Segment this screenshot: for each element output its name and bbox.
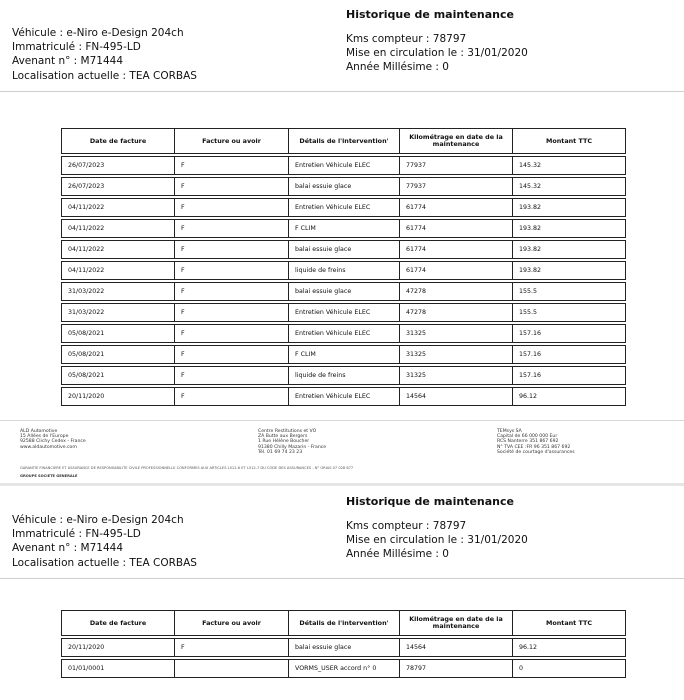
amendment-number: Avenant n° : M71444 [12,542,124,555]
cell-invoice-type: F [175,177,289,196]
column-header-mileage: Kilométrage en date de la maintenance [400,128,513,154]
footer-legal-entity [497,429,575,455]
cell-invoice-type: F [175,387,289,406]
cell-intervention-details: balai essuie glace [289,282,400,301]
cell-invoice-type: F [175,156,289,175]
cell-invoice-type: F [175,240,289,259]
table-row [61,219,626,238]
report-page-2 [0,486,684,700]
current-location: Localisation actuelle : TEA CORBAS [12,556,197,569]
cell-amount: 155.5 [513,282,626,301]
footer-legal-notice: GARANTIE FINANCIERE ET ASSURANCE DE RESPONSABILITE CIVILE PROFESSIONNELLE CONFORMES AUX ARTICLES L512-6 ET L512-7 DU CODE DES ASSURANCES - N° ORIAS 07 028 677 [20,466,354,470]
footer-line: 91380 Chilly Mazarin - France [258,444,327,450]
table-body [61,156,626,406]
cell-invoice-date: 26/07/2023 [61,156,175,175]
table-body [61,638,626,678]
page-title: Historique de maintenance [346,8,514,21]
header-divider [0,91,684,92]
column-header-date: Date de facture [61,610,175,636]
column-header-amount: Montant TTC [513,610,626,636]
cell-mileage: 31325 [400,345,513,364]
cell-mileage: 14564 [400,387,513,406]
cell-invoice-type: F [175,345,289,364]
cell-invoice-type: F [175,198,289,217]
footer-line: www.aldautomotive.com [20,444,77,450]
cell-amount: 157.16 [513,324,626,343]
cell-amount: 155.5 [513,303,626,322]
page-footer [0,420,684,483]
table-row [61,366,626,385]
table-row [61,387,626,406]
cell-intervention-details: liquide de freins [289,261,400,280]
cell-intervention-details: F CLIM [289,345,400,364]
column-header-amount: Montant TTC [513,128,626,154]
header-divider [0,578,684,579]
footer-line: Tél. 01 69 74 23 23 [258,449,303,455]
footer-line: Centre Restitutions et VO [258,429,317,434]
cell-invoice-date: 05/08/2021 [61,345,175,364]
cell-invoice-date: 31/03/2022 [61,303,175,322]
cell-intervention-details: balai essuie glace [289,177,400,196]
cell-intervention-details: VORMS_USER accord n° 0 [289,659,400,678]
cell-invoice-date: 05/08/2021 [61,324,175,343]
cell-invoice-date: 01/01/0001 [61,659,175,678]
table-header-row [61,610,626,636]
km-counter: Kms compteur : 78797 [346,33,467,45]
footer-line: ALD Automotive [20,429,58,434]
table-row [61,324,626,343]
cell-intervention-details: liquide de freins [289,366,400,385]
vehicle-info [12,26,197,83]
cell-intervention-details: Entretien Véhicule ELEC [289,198,400,217]
cell-mileage: 77937 [400,177,513,196]
cell-invoice-date: 04/11/2022 [61,219,175,238]
cell-invoice-type: F [175,303,289,322]
cell-invoice-date: 04/11/2022 [61,240,175,259]
cell-intervention-details: Entretien Véhicule ELEC [289,324,400,343]
cell-mileage: 61774 [400,240,513,259]
cell-intervention-details: balai essuie glace [289,240,400,259]
mileage-info [346,519,528,562]
cell-invoice-date: 26/07/2023 [61,177,175,196]
cell-amount: 157.16 [513,345,626,364]
cell-mileage: 61774 [400,198,513,217]
table-row [61,303,626,322]
cell-amount: 193.82 [513,240,626,259]
current-location: Localisation actuelle : TEA CORBAS [12,69,197,82]
cell-mileage: 31325 [400,324,513,343]
cell-invoice-type [175,659,289,678]
cell-amount: 96.12 [513,387,626,406]
cell-mileage: 77937 [400,156,513,175]
cell-invoice-type: F [175,219,289,238]
footer-line: RCS Nanterre 351 867 692 [497,439,559,445]
cell-amount: 0 [513,659,626,678]
footer-line: Société de courtage d'assurances [497,449,575,455]
table-row [61,198,626,217]
amendment-number: Avenant n° : M71444 [12,55,124,68]
cell-intervention-details: balai essuie glace [289,638,400,657]
cell-invoice-type: F [175,282,289,301]
footer-line: 1 Rue Hélène Boucher [258,439,310,445]
footer-line: N° TVA CEE :FR 96 351 867 692 [497,444,571,450]
cell-invoice-type: F [175,324,289,343]
column-header-invoice-type: Facture ou avoir [175,610,289,636]
cell-amount: 96.12 [513,638,626,657]
cell-mileage: 31325 [400,366,513,385]
footer-line: ZA Butte aux Bergers [258,434,308,440]
table-row [61,638,626,657]
cell-amount: 193.82 [513,261,626,280]
column-header-date: Date de facture [61,128,175,154]
cell-invoice-date: 04/11/2022 [61,261,175,280]
cell-mileage: 78797 [400,659,513,678]
cell-amount: 193.82 [513,198,626,217]
table-row [61,659,626,678]
model-year: Année Millésime : 0 [346,548,449,561]
cell-amount: 145.32 [513,156,626,175]
cell-invoice-date: 05/08/2021 [61,366,175,385]
column-header-invoice-type: Facture ou avoir [175,128,289,154]
cell-invoice-date: 20/11/2020 [61,638,175,657]
cell-mileage: 47278 [400,282,513,301]
cell-amount: 145.32 [513,177,626,196]
cell-mileage: 47278 [400,303,513,322]
footer-line: 92588 Clichy Cedex - France [20,439,86,445]
footer-return-center [258,429,326,455]
cell-invoice-date: 20/11/2020 [61,387,175,406]
cell-invoice-type: F [175,261,289,280]
column-header-details: Détails de l'intervention' [289,610,400,636]
mileage-info [346,32,528,75]
vehicle-plate: Immatriculé : FN-495-LD [12,528,141,541]
cell-mileage: 14564 [400,638,513,657]
cell-amount: 157.16 [513,366,626,385]
registration-date: Mise en circulation le : 31/01/2020 [346,47,528,60]
cell-invoice-date: 04/11/2022 [61,198,175,217]
table-row [61,261,626,280]
footer-line: Capital de 66 000 000 Eur [497,434,558,440]
cell-intervention-details: Entretien Véhicule ELEC [289,303,400,322]
model-year: Année Millésime : 0 [346,61,449,74]
cell-amount: 193.82 [513,219,626,238]
table-row [61,240,626,259]
table-header-row [61,128,626,154]
footer-line: TEMsys SA [497,429,522,434]
maintenance-table [61,608,626,680]
footer-company-address [20,429,86,450]
cell-intervention-details: Entretien Véhicule ELEC [289,156,400,175]
table-row [61,282,626,301]
column-header-mileage: Kilométrage en date de la maintenance [400,610,513,636]
cell-mileage: 61774 [400,261,513,280]
cell-invoice-date: 31/03/2022 [61,282,175,301]
maintenance-table [61,126,626,408]
page-title: Historique de maintenance [346,495,514,508]
cell-invoice-type: F [175,366,289,385]
table-row [61,177,626,196]
footer-line: 15 Allées de l'Europe [20,434,69,440]
table-row [61,156,626,175]
vehicle-model: Véhicule : e-Niro e-Design 204ch [12,27,184,39]
cell-intervention-details: F CLIM [289,219,400,238]
cell-intervention-details: Entretien Véhicule ELEC [289,387,400,406]
cell-mileage: 61774 [400,219,513,238]
table-row [61,345,626,364]
column-header-details: Détails de l'intervention' [289,128,400,154]
vehicle-info [12,513,197,570]
cell-invoice-type: F [175,638,289,657]
vehicle-model: Véhicule : e-Niro e-Design 204ch [12,514,184,526]
registration-date: Mise en circulation le : 31/01/2020 [346,534,528,547]
vehicle-plate: Immatriculé : FN-495-LD [12,41,141,54]
km-counter: Kms compteur : 78797 [346,520,467,532]
footer-group-name: GROUPE SOCIETE GENERALE [20,474,78,478]
